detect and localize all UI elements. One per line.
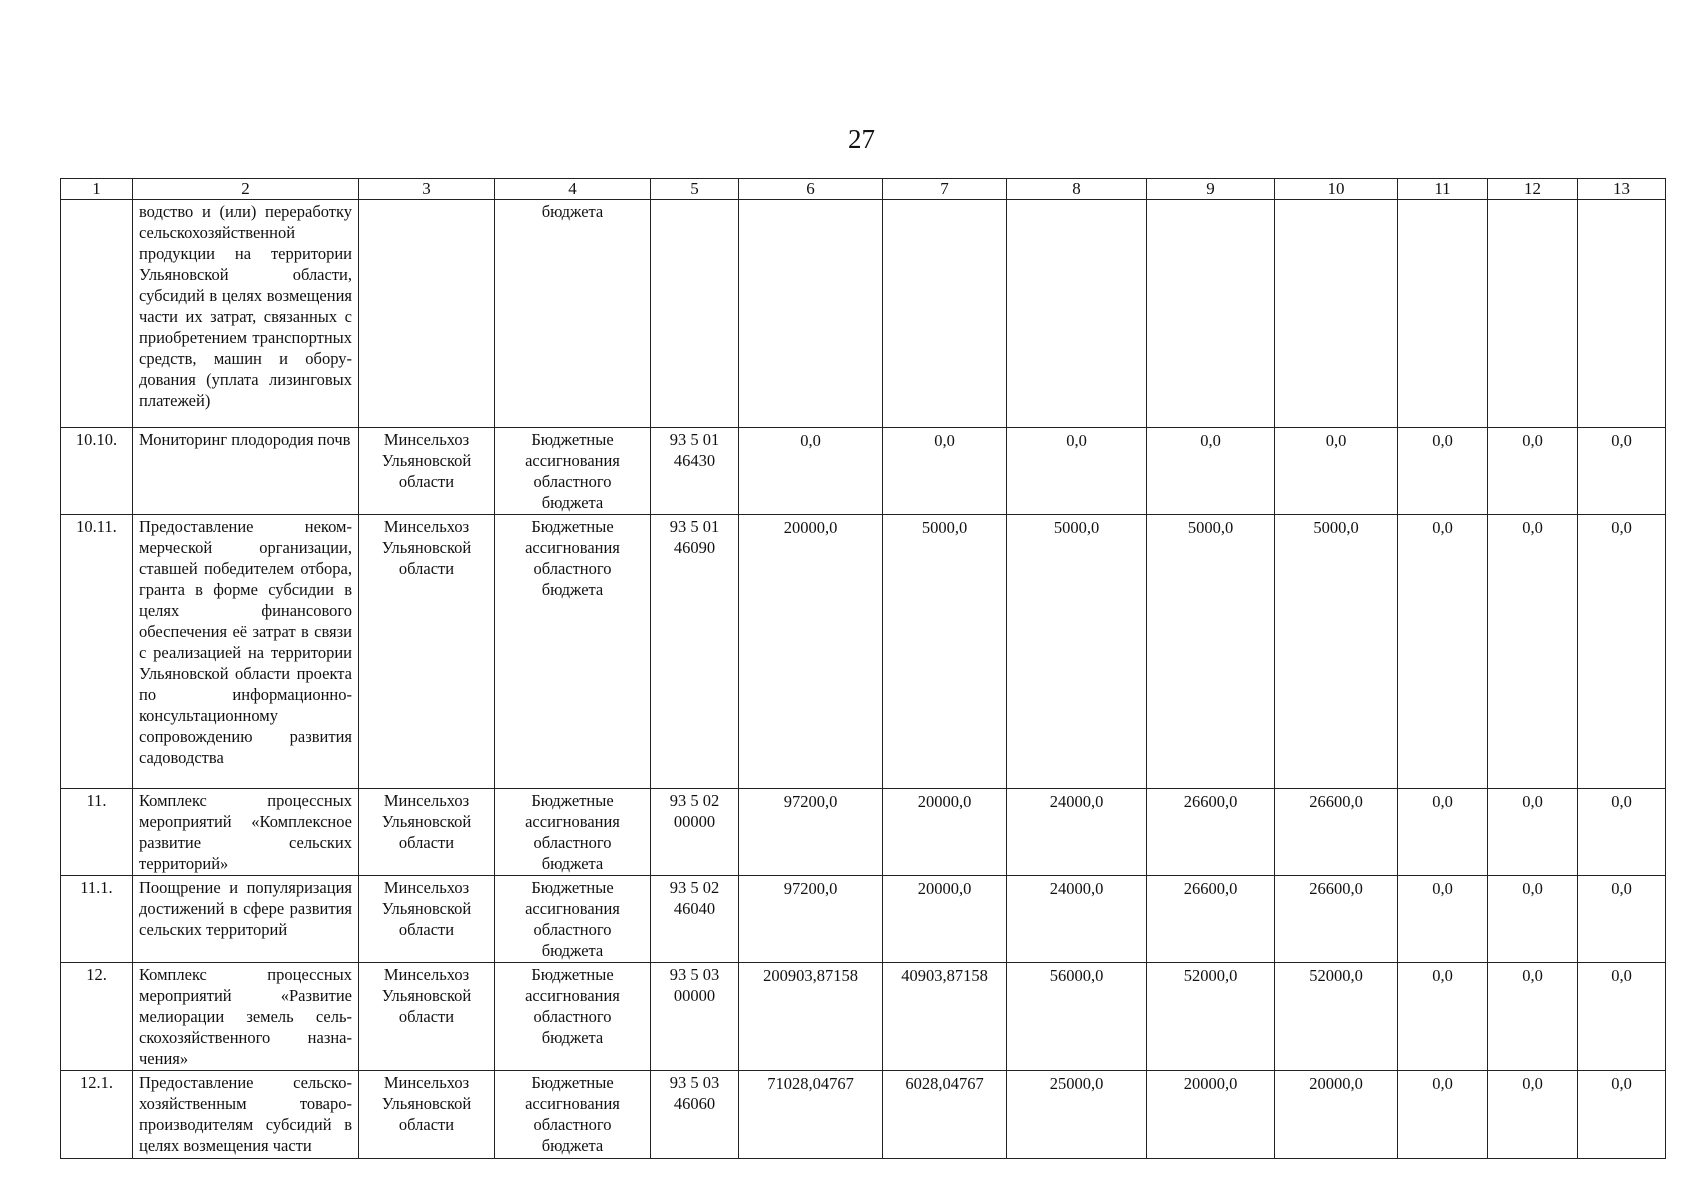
measure-description: Комплекс процессных мероприятий «Комплексное развитие сельских территорий» [133, 789, 359, 876]
row-number: 11. [61, 789, 133, 876]
column-header-row [61, 179, 1666, 200]
value-total [739, 200, 883, 428]
value-cell: 0,0 [1578, 428, 1666, 515]
row-number: 11.1. [61, 876, 133, 963]
row-number: 10.11. [61, 515, 133, 789]
value-cell: 5000,0 [1147, 515, 1275, 789]
budget-code: 93 5 02 46040 [651, 876, 739, 963]
value-cell: 40903,87158 [883, 963, 1007, 1071]
value-cell: 0,0 [1488, 515, 1578, 789]
page-number: 27 [848, 124, 875, 154]
value-total: 71028,04767 [739, 1071, 883, 1159]
value-cell: 24000,0 [1007, 789, 1147, 876]
measure-description: Предоставление некоммерческой организации, ставшей победителем отбора, гранта в форме субсидии в целях финансового обеспечения её затрат в связи с реализацией на территории Ульяновской области проекта по информационно-консультационному сопровождению развития садоводства [133, 515, 359, 789]
value-total: 200903,87158 [739, 963, 883, 1071]
value-cell: 56000,0 [1007, 963, 1147, 1071]
value-cell: 26600,0 [1275, 876, 1398, 963]
value-cell: 0,0 [1147, 428, 1275, 515]
responsible-org: Минсельхоз Ульяновской области [359, 963, 495, 1071]
value-cell: 0,0 [1578, 1071, 1666, 1159]
value-cell: 20000,0 [883, 789, 1007, 876]
responsible-org: Минсельхоз Ульяновской области [359, 876, 495, 963]
value-cell: 0,0 [1578, 789, 1666, 876]
column-header: 2 [133, 179, 359, 200]
table-row [61, 789, 1666, 876]
value-cell: 20000,0 [1275, 1071, 1398, 1159]
value-cell: 52000,0 [1275, 963, 1398, 1071]
value-cell: 24000,0 [1007, 876, 1147, 963]
funding-source: Бюджетные ассигнования областного бюджета [495, 428, 651, 515]
value-cell: 5000,0 [1275, 515, 1398, 789]
value-cell: 26600,0 [1275, 789, 1398, 876]
table-row [61, 876, 1666, 963]
value-cell: 25000,0 [1007, 1071, 1147, 1159]
column-header: 10 [1275, 179, 1398, 200]
value-cell: 0,0 [1398, 963, 1488, 1071]
funding-source: Бюджетные ассигнования областного бюджета [495, 876, 651, 963]
budget-table [60, 178, 1666, 1159]
value-cell [1147, 200, 1275, 428]
value-cell: 0,0 [1398, 1071, 1488, 1159]
value-cell: 0,0 [1578, 515, 1666, 789]
funding-source: Бюджетные ассигнования областного бюджета [495, 515, 651, 789]
budget-code: 93 5 02 00000 [651, 789, 739, 876]
value-total: 97200,0 [739, 876, 883, 963]
responsible-org: Минсельхоз Ульяновской области [359, 789, 495, 876]
value-total: 97200,0 [739, 789, 883, 876]
value-cell [1488, 200, 1578, 428]
value-cell [1007, 200, 1147, 428]
value-cell: 20000,0 [1147, 1071, 1275, 1159]
funding-source: Бюджетные ассигнования областного бюджета [495, 789, 651, 876]
funding-source: бюджета [495, 200, 651, 428]
value-cell [1275, 200, 1398, 428]
column-header: 12 [1488, 179, 1578, 200]
value-cell [1398, 200, 1488, 428]
table-row [61, 963, 1666, 1071]
budget-code: 93 5 03 46060 [651, 1071, 739, 1159]
value-total: 20000,0 [739, 515, 883, 789]
value-cell: 26600,0 [1147, 789, 1275, 876]
row-number [61, 200, 133, 428]
measure-description: Поощрение и популяризация достижений в сфере развития сельских территорий [133, 876, 359, 963]
value-cell: 20000,0 [883, 876, 1007, 963]
measure-description: водство и (или) переработку сельскохозяйственной продукции на территории Ульяновской области, субсидий в целях возмещения части их затрат, связанных с приобретением транспортных средств, машин и оборудования (уплата лизинговых платежей) [133, 200, 359, 428]
value-cell: 0,0 [1488, 428, 1578, 515]
column-header: 7 [883, 179, 1007, 200]
value-cell: 0,0 [1398, 515, 1488, 789]
value-cell: 0,0 [1398, 876, 1488, 963]
value-cell: 0,0 [1578, 963, 1666, 1071]
table-row [61, 1071, 1666, 1159]
value-cell: 0,0 [1007, 428, 1147, 515]
funding-source: Бюджетные ассигнования областного бюджета [495, 1071, 651, 1159]
responsible-org: Минсельхоз Ульяновской области [359, 1071, 495, 1159]
value-cell: 0,0 [1578, 876, 1666, 963]
value-cell: 0,0 [1398, 428, 1488, 515]
value-cell: 52000,0 [1147, 963, 1275, 1071]
funding-source: Бюджетные ассигнования областного бюджета [495, 963, 651, 1071]
row-number: 12. [61, 963, 133, 1071]
budget-code: 93 5 01 46430 [651, 428, 739, 515]
column-header: 3 [359, 179, 495, 200]
measure-description: Комплекс процессных мероприятий «Развитие мелиорации земель сельскохозяйственного назначения» [133, 963, 359, 1071]
column-header: 5 [651, 179, 739, 200]
value-cell [1578, 200, 1666, 428]
budget-code [651, 200, 739, 428]
row-number: 12.1. [61, 1071, 133, 1159]
value-cell: 0,0 [1488, 876, 1578, 963]
responsible-org [359, 200, 495, 428]
value-cell: 0,0 [1398, 789, 1488, 876]
measure-description: Предоставление сельскохозяйственным товаропроизводителям субсидий в целях возмещения части [133, 1071, 359, 1159]
column-header: 9 [1147, 179, 1275, 200]
value-cell: 6028,04767 [883, 1071, 1007, 1159]
value-cell: 5000,0 [1007, 515, 1147, 789]
value-cell: 0,0 [1488, 1071, 1578, 1159]
value-cell [883, 200, 1007, 428]
value-cell: 0,0 [883, 428, 1007, 515]
budget-code: 93 5 03 00000 [651, 963, 739, 1071]
table-row [61, 515, 1666, 789]
column-header: 13 [1578, 179, 1666, 200]
value-total: 0,0 [739, 428, 883, 515]
responsible-org: Минсельхоз Ульяновской области [359, 428, 495, 515]
table-row [61, 200, 1666, 428]
budget-code: 93 5 01 46090 [651, 515, 739, 789]
column-header: 6 [739, 179, 883, 200]
column-header: 11 [1398, 179, 1488, 200]
value-cell: 0,0 [1488, 789, 1578, 876]
column-header: 1 [61, 179, 133, 200]
value-cell: 0,0 [1275, 428, 1398, 515]
value-cell: 0,0 [1488, 963, 1578, 1071]
measure-description: Мониторинг плодородия почв [133, 428, 359, 515]
value-cell: 5000,0 [883, 515, 1007, 789]
column-header: 8 [1007, 179, 1147, 200]
column-header: 4 [495, 179, 651, 200]
row-number: 10.10. [61, 428, 133, 515]
value-cell: 26600,0 [1147, 876, 1275, 963]
responsible-org: Минсельхоз Ульяновской области [359, 515, 495, 789]
table-row [61, 428, 1666, 515]
